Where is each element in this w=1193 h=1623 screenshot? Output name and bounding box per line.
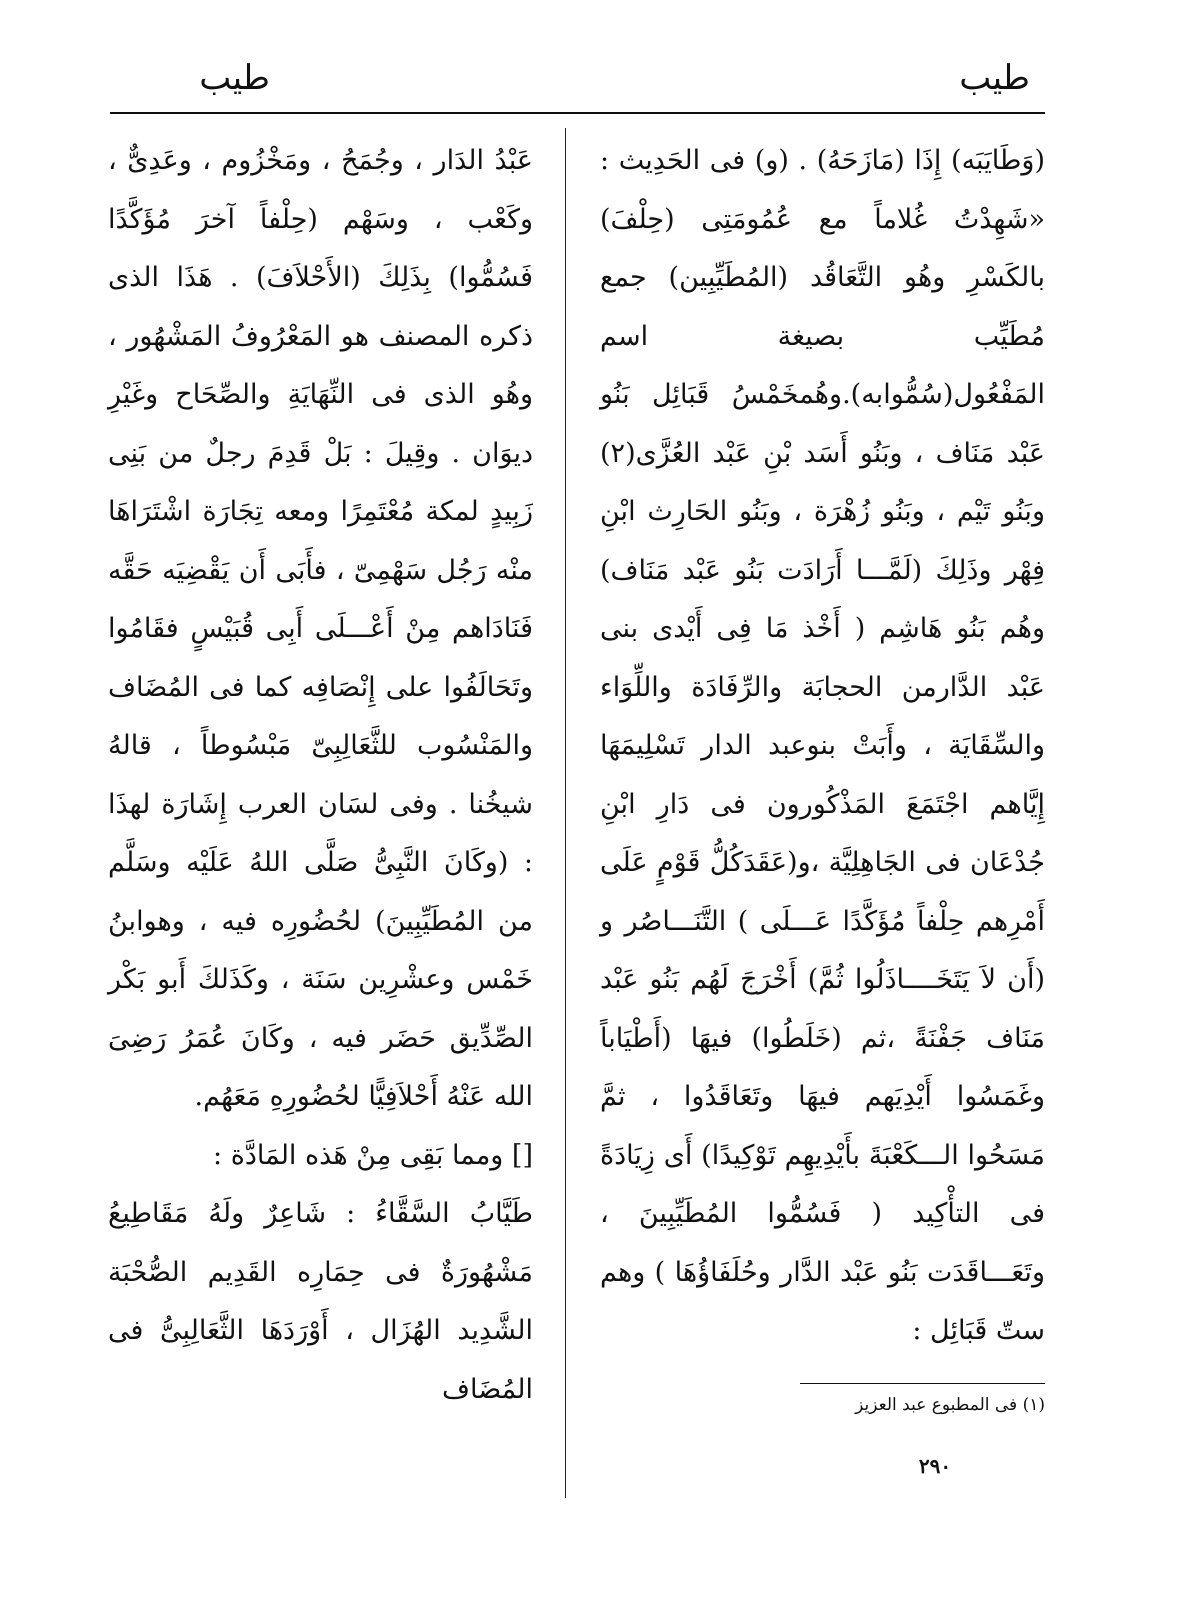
- left-column: [108, 132, 533, 1419]
- header-rule: [110, 112, 1045, 114]
- left-column-paragraph-2: [] ومما بَقِى مِنْ هَذه المَادَّة :: [213, 1139, 533, 1171]
- footnote: (١) فى المطبوع عبد العزيز: [855, 1395, 1045, 1415]
- page-number: ٢٩٠: [918, 1454, 952, 1478]
- column-divider: [565, 128, 566, 1498]
- header-word-right: طيب: [959, 58, 1030, 98]
- header-word-left: طيب: [199, 58, 270, 98]
- right-column: [600, 132, 1045, 1361]
- left-column-paragraph-1: عَبْدُ الدَار ، وجُمَحُ ، ومَخْزُوم ، وعَدِىٌّ ، وكَعْب ، وسَهْم (حِلْفاً آخرَ مُؤَكَّدًا فَسُمُّوا) بِذَلِكَ (الأَحْلاَفَ) . هَذَا الذى ذكره المصنف هو المَعْرُوفُ المَشْهُور ، وهُو الذى فى النِّهَايَةِ والصِّحَاح وغَيْرِ ديوَان . وقِيلَ : بَلْ قَدِمَ رجلٌ من بَنِى زَبِيدٍ لمكة مُعْتَمِرًا ومعه تِجَارَة اشْتَرَاهَا منْه رَجُل سَهْمِىّ ، فأَبَى أَن يَقْضِيَه حَقَّه فَنَادَاهم مِنْ أَعْـــلَى أَبِى قُبَيْسٍ فقَامُوا وتَحَالَفُوا على إِنْصَافِه كما فى المُضَاف والمَنْسُوب للثَّعَالِبِىّ مَبْسُوطاً ، قالهُ شيخُنا . وفى لسَان العرب إِشَارَة لهذَا : (وكَانَ النَّبِىُّ صَلَّى اللهُ عَلَيْه وسَلَّم من المُطَيِّبِينَ) لحُضُورِه فيه ، وهوابنُ خَمْس وعشْرِين سَنَة ، وكَذَلكَ أَبو بَكْر الصِّدِّيق حَضَر فيه ، وكَانَ عُمَرُ رَضِىَ الله عَنْهُ أَحْلاَفِيًّا لحُضُورِهِ مَعَهُم.: [108, 145, 533, 1112]
- footnote-rule: [800, 1383, 1045, 1384]
- left-column-paragraph-3: طَيَّابُ السَّقَّاءُ : شَاعِرٌ ولَهُ مَقَاطِيعُ مَشْهُورَةٌ فى حِمَارِه القَدِيم الصُّحْبَة الشَّدِيد الهُزَال ، أَوْرَدَهَا الثَّعَالِبِىُّ فى المُضَاف: [108, 1198, 533, 1405]
- right-column-text: (وَطَايَبَه) إِذَا (مَازَحَهُ) . (و) فى الحَدِيث : «شَهِدْتُ غُلاماً مع عُمُومَتِى (حِلْفَ) بالكَسْرِ وهُو التَّعَاقُد (المُطَيِّبِين) جمع مُطَيِّب بصيغة اسم المَفْعُول(سُمُّوابه).وهُمخَمْسُ قَبَائِل بَنُو عَبْد مَنَاف ، وبَنُو أَسَد بْنِ عَبْد العُزَّى(٢) وبَنُو تَيْم ، وبَنُو زُهْرَة ، وبَنُو الحَارِث ابْنِ فِهْر وذَلِكَ (لَمَّـــا أَرَادَت بَنُو عَبْد مَنَاف) وهُم بَنُو هَاشِم ( أَخْذ مَا فِى أَيْدى بنى عَبْد الدَّارمن الحجابَة والرِّفَادَة واللِّوَاء والسِّقَايَة ، وأَبَتْ بنوعبد الدار تَسْلِيمَهَا إِيَّاهم اجْتَمَعَ المَذْكُورون فى دَارِ ابْنِ جُدْعَان فى الجَاهِلِيَّة ،و(عَقَدَكُلُّ قَوْمٍ عَلَى أَمْرِهم حِلْفاً مُؤَكَّدًا عَـــلَى ) التَّنَـــاصُر و (أَن لاَ يَتَخَــــاذَلُوا ثُمَّ) أَخْرَجَ لَهُم بَنُو عَبْد مَنَاف جَفْنَةً ،ثم (خَلَطُوا) فيهَا (أَطْيَاباً وغَمَسُوا أَيْدِيَهم فيهَا وتَعَاقَدُوا ، ثمَّ مَسَحُوا الـــكَعْبَةَ بأَيْدِيهِم تَوْكِيدًا) أَى زِيَادَةً فى التأْكِيد ( فَسُمُّوا المُطَيِّبِينَ ، وتَعَـــاقَدَت بَنُو عَبْد الدَّار وحُلَفَاؤُهَا ) وهم ستّ قَبَائِل :: [600, 145, 1045, 1346]
